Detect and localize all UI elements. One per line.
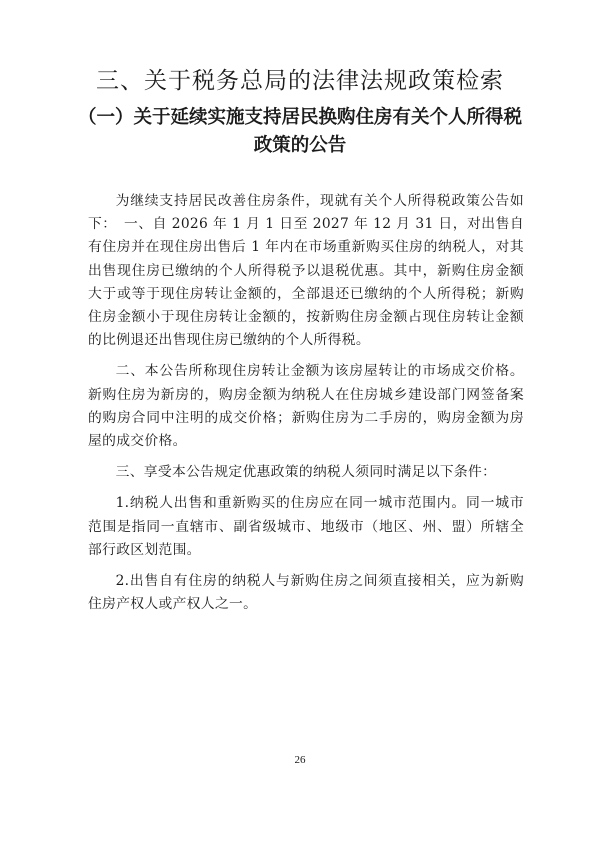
- paragraph: 为继续支持居民改善住房条件，现就有关个人所得税政策公告如下： 一、自 2026 年 1 月 1 日至 2027 年 12 月 31 日，对出售自有住房并在现住房出售后 1 年内在市场重新购买住房的纳税人，对其出售现住房已缴纳的个人所得税予以退税优惠。其中，新购住房金额大于或等于现住房转让金额的，全部退还已缴纳的个人所得税；新购住房金额小于现住房转让金额的，按新购住房金额占现住房转让金额的比例退还出售现住房已缴纳的个人所得税。: [88, 193, 524, 349]
- document-body: [88, 190, 524, 624]
- document-title: （一）关于延续实施支持居民换购住房有关个人所得税政策的公告: [77, 107, 522, 156]
- paragraph: 2.出售自有住房的纳税人与新购住房之间须直接相关，应为新购住房产权人或产权人之一。: [88, 573, 524, 613]
- paragraph: 1.纳税人出售和重新购买的住房应在同一城市范围内。同一城市范围是指同一直辖市、副省级城市、地级市（地区、州、盟）所辖全部行政区划范围。: [88, 495, 524, 558]
- paragraph: 二、本公告所称现住房转让金额为该房屋转让的市场成交价格。新购住房为新房的，购房金额为纳税人在住房城乡建设部门网签备案的购房合同中注明的成交价格；新购住房为二手房的，购房金额为房屋的成交价格。: [88, 363, 524, 450]
- section-title: 三、关于税务总局的法律法规政策检索: [96, 68, 504, 94]
- paragraph: 三、享受本公告规定优惠政策的纳税人须同时满足以下条件：: [115, 464, 497, 481]
- page-number: 26: [294, 754, 306, 766]
